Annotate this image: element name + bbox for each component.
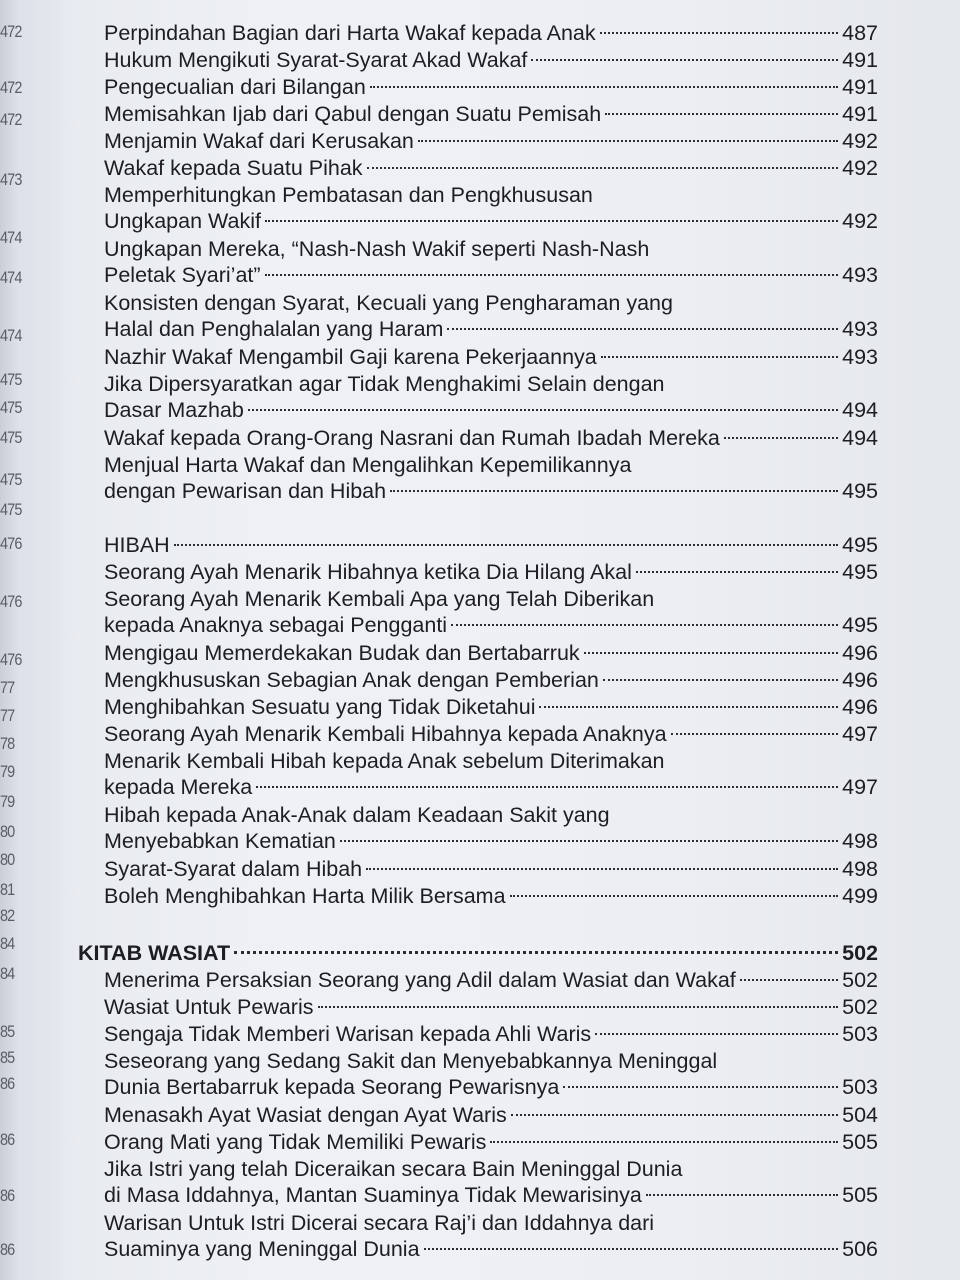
toc-entry-line	[104, 128, 878, 154]
toc-entry-line	[104, 828, 878, 854]
toc-entry	[104, 371, 878, 423]
toc-entry-line	[104, 967, 878, 993]
toc-entry	[104, 640, 878, 666]
toc-entry-title: Suaminya yang Meninggal Dunia	[104, 1237, 420, 1261]
toc-entry-title: Seorang Ayah Menarik Kembali Hibahnya kepada Anaknya	[104, 722, 667, 746]
toc-entry	[104, 290, 878, 342]
dot-leader	[424, 1248, 839, 1250]
dot-leader	[724, 437, 838, 439]
toc-entry-page-number: 492	[842, 129, 878, 153]
toc-entry-title: Sengaja Tidak Memberi Warisan kepada Ahli Waris	[104, 1022, 592, 1046]
toc-entry-title: Peletak Syari’at”	[104, 263, 261, 287]
gutter-page-number: 476	[0, 650, 22, 669]
toc-entry-title-line1: Konsisten dengan Syarat, Kecuali yang Pengharaman yang	[104, 291, 673, 315]
toc-entry-title: dengan Pewarisan dan Hibah	[104, 479, 387, 503]
toc-entry-title-line1: Memperhitungkan Pembatasan dan Pengkhususan	[104, 183, 593, 207]
dot-leader	[370, 86, 838, 88]
toc-entry-page-number: 503	[842, 1022, 878, 1046]
toc-entry	[104, 20, 878, 46]
toc-entry	[104, 883, 878, 909]
dot-leader	[595, 1033, 838, 1035]
toc-entry-page-number: 503	[842, 1075, 878, 1099]
toc-entry-page-number: 498	[842, 829, 878, 853]
toc-entry-page-number: 493	[842, 317, 878, 341]
gutter-page-number: 472	[0, 22, 22, 41]
toc-entry-title-line1: Hibah kepada Anak-Anak dalam Keadaan Sakit yang	[104, 803, 610, 827]
toc-entry	[104, 236, 878, 288]
toc-entry-line	[104, 344, 878, 370]
toc-entry-line	[104, 1021, 878, 1047]
dot-leader	[390, 490, 838, 492]
toc-entry-page-number: 506	[842, 1237, 878, 1261]
toc-section-heading	[78, 940, 878, 966]
toc-entry-title-line1: Menarik Kembali Hibah kepada Anak sebelum Diterimakan	[104, 749, 665, 773]
toc-entry-title-line1: Ungkapan Mereka, “Nash-Nash Wakif seperti Nash-Nash	[104, 237, 650, 261]
toc-entry	[104, 425, 878, 451]
toc-entry	[104, 694, 878, 720]
toc-entry-page-number: 494	[842, 426, 878, 450]
toc-entry-page-number: 502	[842, 941, 878, 965]
toc-entry-page-number: 491	[842, 48, 878, 72]
toc-entry-title: Pengecualian dari Bilangan	[104, 75, 366, 99]
toc-entry	[104, 721, 878, 747]
dot-leader	[646, 1194, 838, 1196]
toc-entry	[104, 667, 878, 693]
toc-entry	[104, 802, 878, 854]
gutter-page-number: 86	[0, 1130, 15, 1149]
dot-leader	[366, 868, 838, 870]
gutter-page-number: 476	[0, 592, 22, 611]
toc-entry-line	[104, 208, 878, 234]
toc-entry-line	[104, 155, 878, 181]
toc-entry	[104, 101, 878, 127]
toc-entry	[104, 967, 878, 993]
toc-entry-page-number: 495	[842, 533, 878, 557]
toc-entry-line	[104, 883, 878, 909]
toc-entry-title: Ungkapan Wakif	[104, 209, 261, 233]
toc-entry	[104, 452, 878, 504]
toc-entry-line	[104, 856, 878, 882]
dot-leader	[584, 652, 838, 654]
toc-entry-page-number: 505	[842, 1130, 878, 1154]
dot-leader	[451, 624, 838, 626]
toc-entry-title: HIBAH	[104, 533, 170, 557]
toc-entry-page-number: 497	[842, 722, 878, 746]
toc-entry-title: Nazhir Wakaf Mengambil Gaji karena Pekerjaannya	[104, 345, 597, 369]
toc-entry-title: Wakaf kepada Orang-Orang Nasrani dan Rumah Ibadah Mereka	[104, 426, 720, 450]
toc-entry	[104, 1156, 878, 1208]
toc-entry-line	[104, 667, 878, 693]
toc-entry-title: Hukum Mengikuti Syarat-Syarat Akad Wakaf	[104, 48, 528, 72]
dot-leader	[601, 356, 838, 358]
dot-leader	[531, 59, 838, 61]
toc-entry-page-number: 495	[842, 479, 878, 503]
gutter-page-number: 86	[0, 1074, 15, 1093]
toc-entry-title: Memisahkan Ijab dari Qabul dengan Suatu Pemisah	[104, 102, 602, 126]
toc-entry-title-line1: Seseorang yang Sedang Sakit dan Menyebabkannya Meninggal	[104, 1049, 718, 1073]
toc-entry-line	[104, 612, 878, 638]
toc-entry-title: Mengkhususkan Sebagian Anak dengan Pemberian	[104, 668, 599, 692]
dot-leader	[490, 1141, 838, 1143]
dot-leader	[256, 786, 838, 788]
gutter-page-number: 475	[0, 500, 22, 519]
toc-entry-line	[104, 1102, 878, 1128]
toc-entry-line	[104, 1074, 878, 1100]
toc-entry	[104, 1210, 878, 1262]
toc-entry-title: Wasiat Untuk Pewaris	[104, 995, 314, 1019]
toc-entry	[104, 47, 878, 73]
toc-entry-title: Halal dan Penghalalan yang Haram	[104, 317, 444, 341]
gutter-page-number: 473	[0, 170, 22, 189]
toc-entry-title: Seorang Ayah Menarik Hibahnya ketika Dia Hilang Akal	[104, 560, 632, 584]
dot-leader	[318, 1006, 839, 1008]
toc-entry-page-number: 494	[842, 398, 878, 422]
gutter-page-number: 78	[0, 734, 15, 753]
toc-entry-title-line1: Jika Dipersyaratkan agar Tidak Menghakimi Selain dengan	[104, 372, 665, 396]
toc-entry-page-number: 502	[842, 968, 878, 992]
gutter-page-number: 81	[0, 880, 15, 899]
gutter-page-number: 82	[0, 906, 15, 925]
toc-entry-title-line1: Warisan Untuk Istri Dicerai secara Raj’i dan Iddahnya dari	[104, 1211, 655, 1235]
gutter-page-number: 79	[0, 762, 15, 781]
toc-entry-line	[104, 994, 878, 1020]
toc-entry-line	[104, 316, 878, 342]
dot-leader	[605, 113, 838, 115]
toc-entry-title: Menghibahkan Sesuatu yang Tidak Diketahui	[104, 695, 536, 719]
toc-entry-page-number: 496	[842, 641, 878, 665]
toc-entry-line	[104, 101, 878, 127]
gutter-page-number: 472	[0, 78, 22, 97]
toc-entry	[104, 586, 878, 638]
dot-leader	[636, 571, 838, 573]
dot-leader	[539, 706, 838, 708]
gutter-page-number: 84	[0, 934, 15, 953]
toc-entry-title-line1: Seorang Ayah Menarik Kembali Apa yang Telah Diberikan	[104, 587, 655, 611]
gutter-page-number: 77	[0, 678, 15, 697]
gutter-page-number: 474	[0, 326, 22, 345]
toc-entry	[104, 1102, 878, 1128]
toc-entry	[104, 155, 878, 181]
toc-entry-title: Menjamin Wakaf dari Kerusakan	[104, 129, 414, 153]
dot-leader	[418, 140, 838, 142]
toc-entry-line	[104, 1129, 878, 1155]
toc-entry-line	[104, 74, 878, 100]
toc-entry-page-number: 495	[842, 613, 878, 637]
dot-leader	[671, 733, 839, 735]
toc-entry-page-number: 502	[842, 995, 878, 1019]
dot-leader	[603, 679, 838, 681]
gutter-page-number: 77	[0, 706, 15, 725]
toc-entry-page-number: 496	[842, 695, 878, 719]
dot-leader	[234, 951, 838, 954]
toc-entry-title: kepada Mereka	[104, 775, 253, 799]
dot-leader	[447, 328, 838, 330]
toc-entry-line	[104, 478, 878, 504]
dot-leader	[740, 979, 838, 981]
toc-entry-page-number: 487	[842, 21, 878, 45]
gutter-page-number: 475	[0, 428, 22, 447]
gutter-page-number: 86	[0, 1186, 15, 1205]
gutter-page-number: 84	[0, 964, 15, 983]
gutter-page-number: 79	[0, 792, 15, 811]
toc-entry-title: Menerima Persaksian Seorang yang Adil dalam Wasiat dan Wakaf	[104, 968, 736, 992]
dot-leader	[265, 220, 838, 222]
dot-leader	[510, 895, 839, 897]
gutter-page-number: 475	[0, 370, 22, 389]
toc-entry-title: Dasar Mazhab	[104, 398, 244, 422]
toc-entry-title: Wakaf kepada Suatu Pihak	[104, 156, 363, 180]
toc-entry	[104, 344, 878, 370]
toc-entry	[104, 182, 878, 234]
toc-entry-line	[78, 940, 878, 966]
dot-leader	[174, 544, 838, 546]
toc-entry-page-number: 499	[842, 884, 878, 908]
toc-entry-line	[104, 559, 878, 585]
toc-entry	[104, 1021, 878, 1047]
gutter-page-number: 80	[0, 822, 15, 841]
toc-entry-title: Boleh Menghibahkan Harta Milik Bersama	[104, 884, 506, 908]
toc-entry-page-number: 492	[842, 209, 878, 233]
toc-entry-page-number: 491	[842, 102, 878, 126]
toc-entry-page-number: 504	[842, 1103, 878, 1127]
toc-entry	[104, 532, 878, 558]
toc-entry-line	[104, 262, 878, 288]
toc-entry-title-line1: Menjual Harta Wakaf dan Mengalihkan Kepemilikannya	[104, 453, 632, 477]
toc-entry	[104, 1048, 878, 1100]
gutter-page-number: 476	[0, 534, 22, 553]
toc-entry-page-number: 497	[842, 775, 878, 799]
toc-entry-line	[104, 640, 878, 666]
dot-leader	[265, 274, 839, 276]
gutter-page-number: 80	[0, 850, 15, 869]
gutter-page-number: 85	[0, 1022, 15, 1041]
toc-entry-line	[104, 425, 878, 451]
toc-entry-title: di Masa Iddahnya, Mantan Suaminya Tidak Mewarisinya	[104, 1183, 642, 1207]
toc-entry	[104, 74, 878, 100]
toc-entry-title: Syarat-Syarat dalam Hibah	[104, 857, 363, 881]
gutter-page-number: 474	[0, 268, 22, 287]
gutter-page-number: 475	[0, 398, 22, 417]
toc-entry-line	[104, 694, 878, 720]
toc-entry-line	[104, 721, 878, 747]
gutter-page-number: 472	[0, 110, 22, 129]
toc-entry-line	[104, 532, 878, 558]
toc-entry-line	[104, 47, 878, 73]
toc-entry	[104, 559, 878, 585]
gutter-page-number: 86	[0, 1240, 15, 1259]
toc-entry-page-number: 493	[842, 263, 878, 287]
toc-entry-title-line1: Jika Istri yang telah Diceraikan secara Bain Meninggal Dunia	[104, 1157, 683, 1181]
dot-leader	[563, 1086, 838, 1088]
toc-entry	[104, 856, 878, 882]
toc-entry-title: Perpindahan Bagian dari Harta Wakaf kepada Anak	[104, 21, 596, 45]
toc-entry-page-number: 493	[842, 345, 878, 369]
toc-entry	[104, 748, 878, 800]
toc-entry-page-number: 496	[842, 668, 878, 692]
toc-entry	[104, 128, 878, 154]
gutter-page-number: 85	[0, 1048, 15, 1067]
toc-entry-line	[104, 20, 878, 46]
toc-entry-page-number: 491	[842, 75, 878, 99]
toc-entry-line	[104, 774, 878, 800]
toc-entry-title: Menasakh Ayat Wasiat dengan Ayat Waris	[104, 1103, 507, 1127]
toc-entry-title: Menyebabkan Kematian	[104, 829, 336, 853]
toc-entry-line	[104, 1182, 878, 1208]
gutter-page-number: 475	[0, 470, 22, 489]
dot-leader	[511, 1114, 838, 1116]
toc-entry-page-number: 495	[842, 560, 878, 584]
toc-entry-title: KITAB WASIAT	[78, 941, 231, 965]
dot-leader	[248, 409, 838, 411]
dot-leader	[367, 167, 839, 169]
dot-leader	[600, 32, 838, 34]
toc-entry-title: Mengigau Memerdekakan Budak dan Bertabarruk	[104, 641, 580, 665]
gutter-page-number: 474	[0, 228, 22, 247]
toc-entry-page-number: 498	[842, 857, 878, 881]
toc-entry-title: kepada Anaknya sebagai Pengganti	[104, 613, 448, 637]
toc-entry-line	[104, 397, 878, 423]
dot-leader	[340, 840, 838, 842]
toc-entry	[104, 994, 878, 1020]
toc-entry-title: Dunia Bertabarruk kepada Seorang Pewarisnya	[104, 1075, 560, 1099]
toc-entry	[104, 1129, 878, 1155]
toc-entry-page-number: 492	[842, 156, 878, 180]
toc-entry-title: Orang Mati yang Tidak Memiliki Pewaris	[104, 1130, 487, 1154]
toc-entry-page-number: 505	[842, 1183, 878, 1207]
toc-entry-line	[104, 1236, 878, 1262]
